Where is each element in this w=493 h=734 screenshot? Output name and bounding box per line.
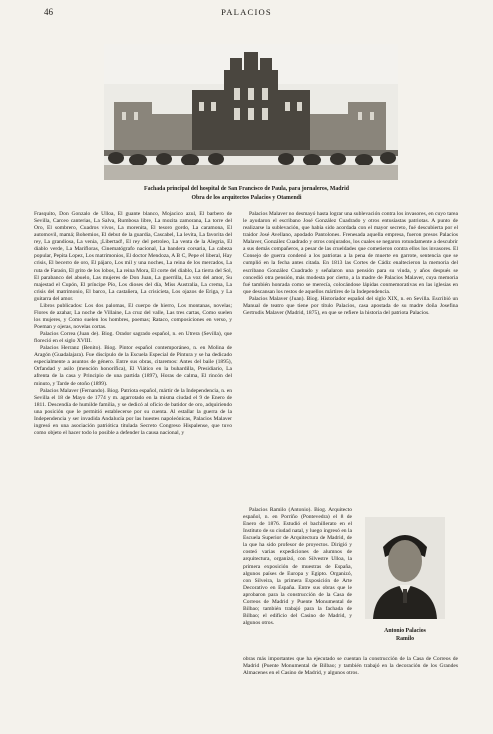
left-column [34,211,232,703]
photo-caption: Fachada principal del hospital de San Francisco de Paula, para jornaleros, Madrid [144,186,349,192]
paragraph: Palacios Correa (Juan de). Biog. Orador sagrado español, n. en Utrera (Sevilla), que floreció en el siglo XVIII. [34,331,232,345]
photo-credit: Obra de los arquitectos Palacios y Otamendi [191,195,302,201]
right-column-bottom [243,656,458,705]
paragraph: Palacios Malaver (Fernando). Biog. Patriota español, mártir de la Independencia, n. en Sevilla el 18 de Mayo de 1774 y m. agarrotado en la misma ciudad el 9 de Enero de 1811. Descendía de humilde familia, y se dedicó al oficio de batidor de oro, adquiriendo una posición que le permitió establecerse por su cuenta. Al estallar la guerra de la Independencia y ser invadida Andalucía por las huestes napoleónicas, Palacios Malaver ingresó en una asociación patriótica titulada Secreto Congreso Hispalense, que tuvo como objeto el hacer todo lo posible a defender la causa nacional, y [34,387,232,436]
paragraph: Palacios Malaver no desmayó hasta lograr una sublevación contra los invasores, en cuyo tarea le ayudaron el escribano José González Cuadrado y otros entusiastas patriotas. A punto de realizarse la sublevación, que había sido acordada con el mayor secreto, fué descubierta por el traidor José Avellano, apodado Pantolones. Frenesada aquella empresa, fueron presos Palacios Malaver, González Cuadrado y otros conjurados, los cuales se negaron rotundamente a descubrir a sus demás compañeros, a pesar de las crueldades que cometieron contra ellos los invasores. El Consejo de guerra condenó a los patriotas a la pena de muerte en garrote, sentencia que se cumplió en la fecha antes citada. En 1813 las Cortes de Cádiz enaltecieron la memoria del escribano González Cuadrado y señalaron una pensión para su viuda, y años después se concedió otra pensión, más modesta por cierto, a la madre de Palacios Malaver, cuya memoria fué también honrada como se merecía, colocándose lápidas conmemorativas en las iglesias en que descansan los restos de aquellos mártires de la Independencia. [243,211,458,295]
portrait-caption-surname: Ramilo [395,636,415,642]
hospital-photo [104,44,398,180]
paragraph: obras más importantes que ha ejecutado se cuentan la construcción de la Casa de Correos de Madrid (Puente Monumental de Bilbao; y también trabajó en la decoración de los Grandes Almacenes en el Casino de Madrid, y algunos otros. [243,656,458,677]
paragraph: Frasquito, Don Gonzalo de Ulloa, El guante blanco, Mojacico azul, El barbero de Sevilla, Carceo canterias, La Salva, Rumbosa libre, La mozita zamorana, La torre del Oro, El sombrero, Cuadros vivos, La morenita, El tesoro gordo, La caramona, El automovil, mamá; Bohemios, El debut de la guardia, Cascabel, La levita, La favorita del rey, La grandiosa, La venia, ¡Libertad!, El rey del petroleo, La venta de la Alegria, El diablo verde, La Marifloras, Cinematógrafo nacional, La bandera corsaria, La cabeza popular, Pepita Lopez, Los matrimonios, El doctor Mendoza, A B C, Pepe el liberal, Hay crisis, El becerro de oro, El pájaro, Los mil y una noches, La reina de los mercados, La ruta de Faraón, El grito de los lobos, La reina Mora, El corte del diablo, La tierra del Sol, El parabanco del abuelo, Las mujeres de Don Juan, La guerrilla, La voz del amor, Su majestad el Cupón, El príncipe Pío, Los dioses del día, Miss Australia, La crema, La crisis del matrimonio, El barco, La castañera, La crisicieta, Los ojazos de Eriga, y La guitarra del amor. [34,211,232,302]
portrait-photo [365,517,445,619]
paragraph: Palacios Ramilo (Antonio). Biog. Arquitecto español, n. en Porriño (Pontevedra) el 8 de Enero de 1876. Estudió el bachillerato en el Instituto de su ciudad natal, y luego ingresó en la Escuela Superior de Arquitectura de Madrid, de la que ha sido profesor de proyectos. Dirigió y costeó varias expediciones de alumnos de arquitectura, organizó, con Silvestre Ulloa, la primera exposición de muestras de España, algunos países de Europa y Egipto. Organizó, con Silveira, la primera Exposición de Arte Decorativo en España. Entre sus obras que le aprobaron para la construcción de la Casa de Correos de Madrid y Puente Monumental de Bilbao; también trabajó para la fachada de Bilbao; el edificio del Casino de Madrid, y algunos otros. [243,507,352,626]
portrait-caption: Antonio Palacios [384,628,426,634]
paragraph: Palacios Herranz (Benito). Biog. Pintor español contemporáneo, n. en Molina de Aragón (Guadalajara). Fue discípulo de la Escuela Especial de Pintura y se ha dedicado especialmente a asuntos de género. Entre sus obras, citaremos: Antes del baile (1895), Orfandad y asilo (mención honorífica), El Viático en la buhardilla, Presidiario, La afrenta de la casa y Principio de una partida (1897), Horas de calma, El rincón del minuto, y Tarde de otoño (1899). [34,345,232,387]
page-header [0,7,493,21]
running-head: PALACIOS [221,7,272,17]
paragraph: Palacios Malaver (Juan). Biog. Historiador español del siglo XIX, n. en Sevilla. Escribió un Manual de teatro que tiene por título Palacios, casa apostada de su madre doña Josefina Gertrudis Malaver (Madrid, 1875), en que se refiere la historia del patriota Palacios. [243,295,458,316]
right-column-top [243,211,458,507]
page-number: 46 [44,7,53,17]
paragraph: Libros publicados: Los dos palomas, El cuerpo de hierro, Los montanas, novelas; Flores de azahar, La noche de Villaine, La cruz del valle, Las tres cartas, Como suelen los mujeres, y Como suelen los hombres, poemas; Rataco, composiciones en verso, y Poeman y ojeras, novelas cortas. [34,302,232,330]
